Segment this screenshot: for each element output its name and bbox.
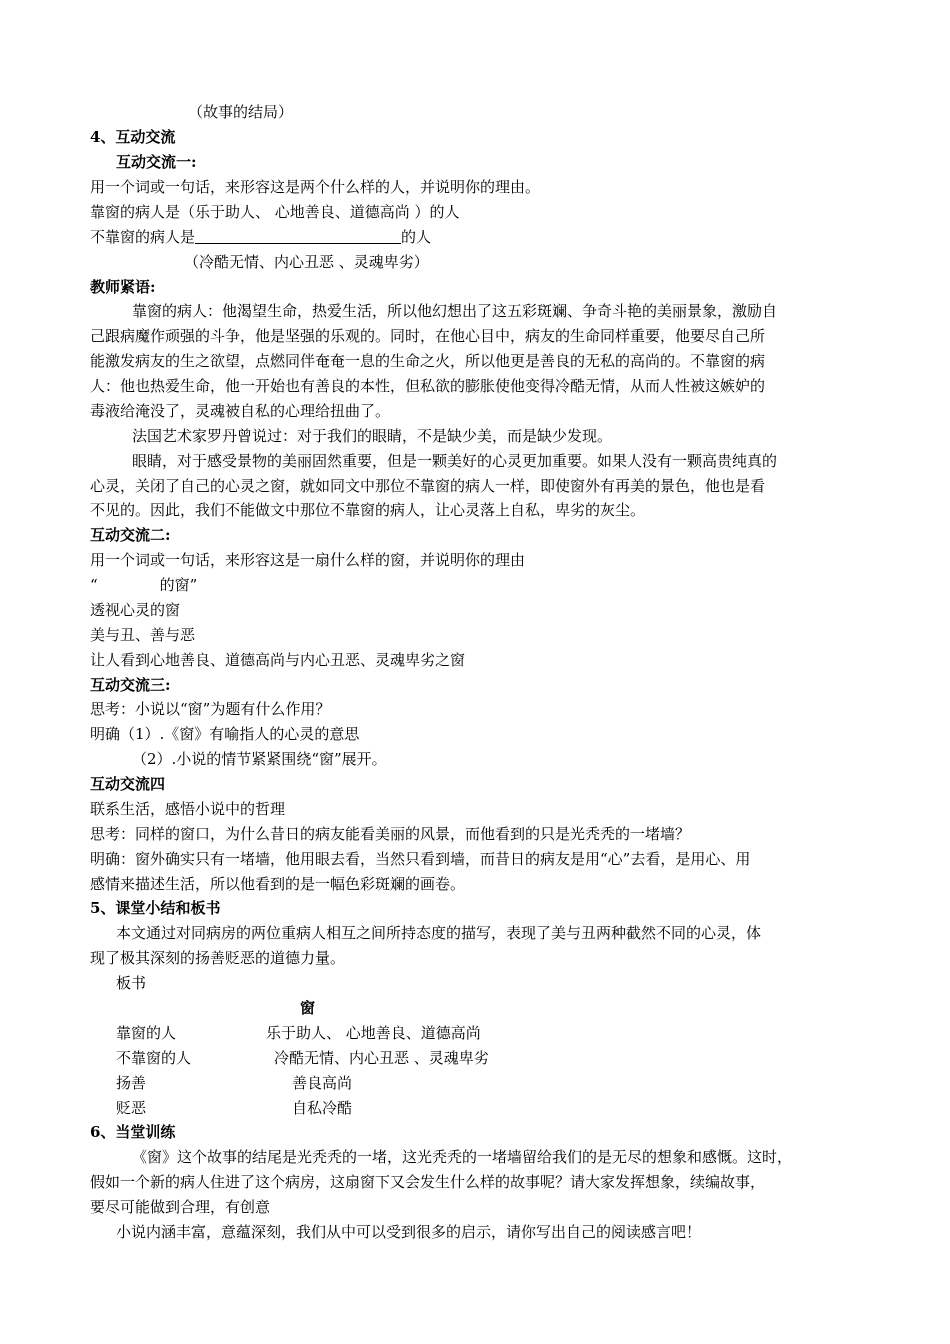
text-segment: 不靠窗的病人是 [90, 228, 196, 246]
fill-blank-line [90, 227, 431, 247]
text-line: 明确：窗外确实只有一堵墙，他用眼去看，当然只看到墙，而昔日的病友是用“心”去看，是用心、用 [90, 850, 751, 868]
text-line: 本文通过对同病房的两位重病人相互之间所持态度的描写，表现了美与丑两种截然不同的心灵，体 [116, 924, 762, 942]
text-line: 思考：同样的窗口，为什么昔日的病友能看美丽的风景，而他看到的只是光秃秃的一堵墙？ [90, 825, 691, 843]
text-line: 己跟病魔作顽强的斗争，他是坚强的乐观的。同时，在他心目中，病友的生命同样重要，他要尽自己所 [90, 327, 766, 345]
text-line: 假如一个新的病人住进了这个病房，这扇窗下又会发生什么样的故事呢？请大家发挥想象，续编故事， [90, 1173, 766, 1191]
text-line: 板书 [116, 974, 147, 992]
text-line: （冷酷无情、内心丑恶 、灵魂卑劣） [184, 253, 429, 271]
board-row-right: 善良高尚 [292, 1074, 353, 1092]
subsection-heading: 互动交流三: [90, 676, 171, 694]
text-segment: 的窗” [159, 576, 198, 594]
subsection-heading: 互动交流四 [90, 775, 166, 793]
text-line: 毒液给淹没了，灵魂被自私的心理给扭曲了。 [90, 402, 391, 420]
board-row-right: 乐于助人、 心地善良、道德高尚 [266, 1024, 481, 1042]
subsection-heading: 互动交流二: [90, 526, 171, 544]
text-line: （故事的结局） [188, 103, 294, 121]
text-line: 要尽可能做到合理，有创意 [90, 1198, 271, 1216]
text-line: 心灵，关闭了自己的心灵之窗，就如同文中那位不靠窗的病人一样，即使窗外有再美的景色，他也是看 [90, 477, 766, 495]
text-line: 法国艺术家罗丹曾说过：对于我们的眼睛，不是缺少美，而是缺少发现。 [132, 427, 613, 445]
text-line: 靠窗的病人：他渴望生命，热爱生活，所以他幻想出了这五彩斑斓、争奇斗艳的美丽景象，激励自 [132, 302, 778, 320]
text-line: 眼睛，对于感受景物的美丽固然重要，但是一颗美好的心灵更加重要。如果人没有一颗高贵纯真的 [132, 452, 778, 470]
text-line: 美与丑、善与恶 [90, 626, 196, 644]
text-line: 明确（1）.《窗》有喻指人的心灵的意思 [90, 725, 360, 743]
text-line: 让人看到心地善良、道德高尚与内心丑恶、灵魂卑劣之窗 [90, 651, 466, 669]
board-row-left: 不靠窗的人 [116, 1049, 192, 1067]
text-line: 思考：小说以“窗”为题有什么作用？ [90, 700, 331, 718]
text-line: 《窗》这个故事的结尾是光秃秃的一堵，这光秃秃的一堵墙留给我们的是无尽的想象和感慨。这时， [132, 1148, 793, 1166]
text-line: （2）.小说的情节紧紧围绕“窗”展开。 [132, 750, 387, 768]
board-row-left: 靠窗的人 [116, 1024, 177, 1042]
text-segment: “ [90, 576, 98, 594]
blank-underline [195, 228, 401, 244]
section-heading: 5、课堂小结和板书 [90, 899, 221, 917]
subsection-heading: 教师紧语: [90, 278, 156, 296]
text-line: 不见的。因此，我们不能做文中那位不靠窗的病人，让心灵落上自私，卑劣的灰尘。 [90, 501, 646, 519]
board-title: 窗 [300, 999, 316, 1017]
text-line: 人：他也热爱生命，他一开始也有善良的本性，但私欲的膨胀使他变得冷酷无情，从而人性被这嫉妒的 [90, 377, 766, 395]
text-line: 透视心灵的窗 [90, 601, 181, 619]
subsection-heading: 互动交流一: [116, 153, 197, 171]
board-row-left: 扬善 [116, 1074, 147, 1092]
board-row-left: 贬恶 [116, 1099, 147, 1117]
board-row-right: 冷酷无情、内心丑恶 、灵魂卑劣 [274, 1049, 489, 1067]
text-line: 小说内涵丰富，意蕴深刻，我们从中可以受到很多的启示，请你写出自己的阅读感言吧！ [116, 1223, 702, 1241]
section-heading: 6、当堂训练 [90, 1123, 176, 1141]
text-line: 能激发病友的生之欲望，点燃同伴奄奄一息的生命之火，所以他更是善良的无私的高尚的。不靠窗的病 [90, 352, 766, 370]
text-line [90, 575, 197, 595]
text-line: 用一个词或一句话，来形容这是两个什么样的人，并说明你的理由。 [90, 178, 541, 196]
text-line: 用一个词或一句话，来形容这是一扇什么样的窗，并说明你的理由 [90, 551, 526, 569]
board-row-right: 自私冷酷 [292, 1099, 353, 1117]
text-line: 联系生活，感悟小说中的哲理 [90, 800, 286, 818]
section-heading: 4、互动交流 [90, 128, 176, 146]
text-line: 靠窗的病人是（乐于助人、 心地善良、道德高尚 ）的人 [90, 203, 460, 221]
text-segment: 的人 [401, 228, 432, 246]
text-line: 现了极其深刻的扬善贬恶的道德力量。 [90, 949, 346, 967]
text-line: 感情来描述生活，所以他看到的是一幅色彩斑斓的画卷。 [90, 875, 466, 893]
